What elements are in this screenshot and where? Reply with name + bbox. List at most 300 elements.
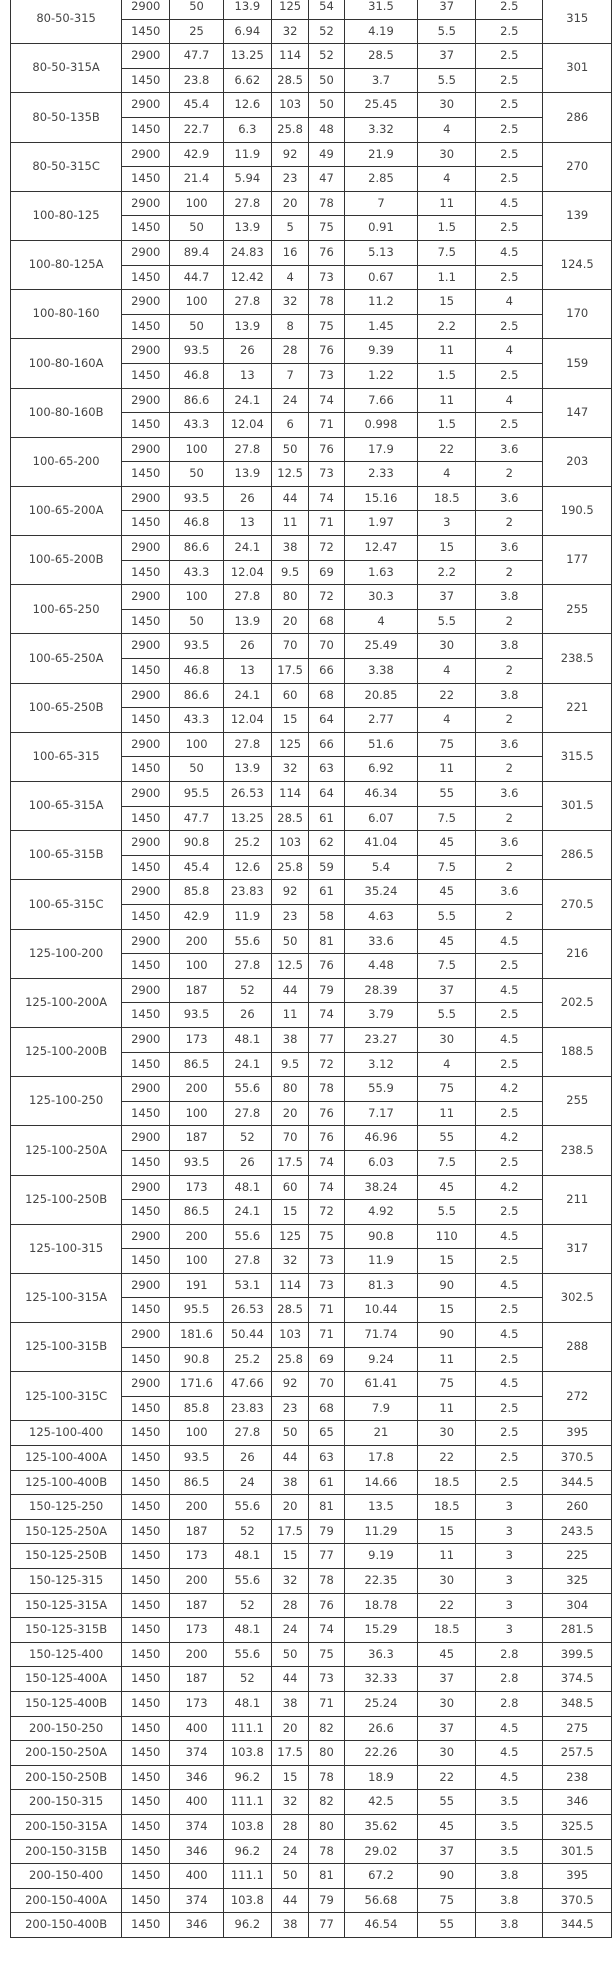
weight-cell: 238 [543,1765,612,1790]
speed-cell: 2900 [122,929,170,954]
motor-power-cell: 45 [418,831,476,856]
shaft-power-cell: 20.85 [344,683,418,708]
speed-cell: 1450 [122,1790,170,1815]
weight-cell: 346 [543,1790,612,1815]
npsh-cell: 2.5 [476,1396,543,1421]
flow-ls-cell: 5.94 [223,167,271,192]
flow-m3h-cell: 400 [170,1716,223,1741]
model-cell: 200-150-315A [11,1814,122,1839]
head-cell: 24 [271,1618,308,1643]
weight-cell: 238.5 [543,1126,612,1175]
weight-cell: 190.5 [543,486,612,535]
weight-cell: 260 [543,1495,612,1520]
head-cell: 23 [271,904,308,929]
npsh-cell: 2.5 [476,1150,543,1175]
table-row [11,1421,612,1446]
npsh-cell: 2 [476,708,543,733]
npsh-cell: 2 [476,904,543,929]
weight-cell: 281.5 [543,1618,612,1643]
head-cell: 20 [271,1101,308,1126]
flow-m3h-cell: 100 [170,585,223,610]
motor-power-cell: 30 [418,93,476,118]
head-cell: 44 [271,1446,308,1471]
npsh-cell: 3.6 [476,486,543,511]
efficiency-cell: 54 [309,0,344,19]
weight-cell: 221 [543,683,612,732]
table-row [11,978,612,1003]
motor-power-cell: 30 [418,1421,476,1446]
model-cell: 200-150-250 [11,1716,122,1741]
efficiency-cell: 61 [309,1470,344,1495]
npsh-cell: 3.8 [476,1864,543,1889]
shaft-power-cell: 17.8 [344,1446,418,1471]
motor-power-cell: 30 [418,1741,476,1766]
shaft-power-cell: 56.68 [344,1888,418,1913]
head-cell: 60 [271,683,308,708]
npsh-cell: 3 [476,1519,543,1544]
speed-cell: 1450 [122,1716,170,1741]
flow-m3h-cell: 93.5 [170,486,223,511]
shaft-power-cell: 0.998 [344,413,418,438]
head-cell: 114 [271,782,308,807]
efficiency-cell: 73 [309,363,344,388]
motor-power-cell: 90 [418,1864,476,1889]
table-row [11,1224,612,1249]
motor-power-cell: 11 [418,339,476,364]
motor-power-cell: 37 [418,1667,476,1692]
efficiency-cell: 82 [309,1790,344,1815]
shaft-power-cell: 55.9 [344,1077,418,1102]
efficiency-cell: 81 [309,929,344,954]
model-cell: 100-65-250 [11,585,122,634]
head-cell: 25.8 [271,117,308,142]
flow-ls-cell: 6.62 [223,68,271,93]
efficiency-cell: 59 [309,855,344,880]
head-cell: 114 [271,1273,308,1298]
shaft-power-cell: 0.67 [344,265,418,290]
speed-cell: 1450 [122,1814,170,1839]
weight-cell: 286 [543,93,612,142]
model-cell: 125-100-400 [11,1421,122,1446]
speed-cell: 1450 [122,904,170,929]
flow-ls-cell: 13 [223,363,271,388]
flow-ls-cell: 50.44 [223,1323,271,1348]
flow-ls-cell: 55.6 [223,1569,271,1594]
flow-m3h-cell: 400 [170,1790,223,1815]
motor-power-cell: 3 [418,511,476,536]
model-cell: 80-50-135B [11,93,122,142]
efficiency-cell: 66 [309,732,344,757]
shaft-power-cell: 14.66 [344,1470,418,1495]
weight-cell: 202.5 [543,978,612,1027]
head-cell: 12.5 [271,462,308,487]
flow-ls-cell: 12.04 [223,708,271,733]
efficiency-cell: 71 [309,1298,344,1323]
efficiency-cell: 77 [309,1027,344,1052]
speed-cell: 1450 [122,1765,170,1790]
npsh-cell: 2.8 [476,1691,543,1716]
efficiency-cell: 78 [309,1077,344,1102]
model-cell: 150-125-315A [11,1593,122,1618]
flow-m3h-cell: 93.5 [170,1446,223,1471]
flow-m3h-cell: 187 [170,1519,223,1544]
npsh-cell: 4.2 [476,1126,543,1151]
head-cell: 16 [271,240,308,265]
weight-cell: 124.5 [543,240,612,289]
npsh-cell: 2.5 [476,1347,543,1372]
motor-power-cell: 5.5 [418,1200,476,1225]
spec-table-body [11,0,612,1937]
motor-power-cell: 7.5 [418,240,476,265]
speed-cell: 1450 [122,1741,170,1766]
head-cell: 50 [271,437,308,462]
efficiency-cell: 74 [309,486,344,511]
shaft-power-cell: 61.41 [344,1372,418,1397]
weight-cell: 286.5 [543,831,612,880]
weight-cell: 243.5 [543,1519,612,1544]
shaft-power-cell: 22.26 [344,1741,418,1766]
npsh-cell: 3.6 [476,536,543,561]
flow-m3h-cell: 100 [170,1249,223,1274]
flow-m3h-cell: 86.5 [170,1470,223,1495]
shaft-power-cell: 3.79 [344,1003,418,1028]
shaft-power-cell: 6.07 [344,806,418,831]
npsh-cell: 3.6 [476,732,543,757]
head-cell: 11 [271,511,308,536]
speed-cell: 1450 [122,1642,170,1667]
flow-m3h-cell: 89.4 [170,240,223,265]
efficiency-cell: 74 [309,1175,344,1200]
flow-m3h-cell: 100 [170,191,223,216]
model-cell: 125-100-315A [11,1273,122,1322]
model-cell: 125-100-200A [11,978,122,1027]
npsh-cell: 4.2 [476,1077,543,1102]
efficiency-cell: 76 [309,1101,344,1126]
npsh-cell: 2.5 [476,0,543,19]
npsh-cell: 4.2 [476,1175,543,1200]
flow-m3h-cell: 50 [170,757,223,782]
model-cell: 150-125-250B [11,1544,122,1569]
npsh-cell: 2 [476,659,543,684]
motor-power-cell: 7.5 [418,806,476,831]
flow-ls-cell: 12.04 [223,560,271,585]
head-cell: 9.5 [271,560,308,585]
table-row [11,1741,612,1766]
motor-power-cell: 30 [418,1027,476,1052]
model-cell: 100-80-125 [11,191,122,240]
speed-cell: 1450 [122,1544,170,1569]
npsh-cell: 3.6 [476,831,543,856]
flow-m3h-cell: 45.4 [170,855,223,880]
motor-power-cell: 2.2 [418,560,476,585]
flow-ls-cell: 26 [223,339,271,364]
head-cell: 28 [271,1593,308,1618]
speed-cell: 1450 [122,560,170,585]
shaft-power-cell: 2.33 [344,462,418,487]
npsh-cell: 3.8 [476,585,543,610]
motor-power-cell: 75 [418,1372,476,1397]
efficiency-cell: 50 [309,68,344,93]
head-cell: 24 [271,388,308,413]
efficiency-cell: 64 [309,708,344,733]
motor-power-cell: 4 [418,708,476,733]
flow-ls-cell: 13.9 [223,462,271,487]
motor-power-cell: 7.5 [418,1150,476,1175]
efficiency-cell: 78 [309,1839,344,1864]
flow-ls-cell: 103.8 [223,1741,271,1766]
model-cell: 200-150-315B [11,1839,122,1864]
head-cell: 114 [271,44,308,69]
shaft-power-cell: 29.02 [344,1839,418,1864]
model-cell: 125-100-315C [11,1372,122,1421]
flow-ls-cell: 23.83 [223,1396,271,1421]
flow-m3h-cell: 374 [170,1888,223,1913]
shaft-power-cell: 1.97 [344,511,418,536]
flow-m3h-cell: 173 [170,1175,223,1200]
speed-cell: 1450 [122,1618,170,1643]
motor-power-cell: 5.5 [418,68,476,93]
speed-cell: 1450 [122,117,170,142]
speed-cell: 2900 [122,978,170,1003]
npsh-cell: 3.5 [476,1790,543,1815]
shaft-power-cell: 6.92 [344,757,418,782]
npsh-cell: 2.5 [476,1101,543,1126]
npsh-cell: 3.5 [476,1839,543,1864]
model-cell: 150-125-250 [11,1495,122,1520]
motor-power-cell: 11 [418,1396,476,1421]
weight-cell: 225 [543,1544,612,1569]
table-row [11,1273,612,1298]
head-cell: 17.5 [271,659,308,684]
model-cell: 80-50-315A [11,44,122,93]
speed-cell: 1450 [122,1839,170,1864]
flow-m3h-cell: 173 [170,1027,223,1052]
head-cell: 28.5 [271,1298,308,1323]
weight-cell: 170 [543,290,612,339]
table-row [11,782,612,807]
flow-ls-cell: 11.9 [223,904,271,929]
shaft-power-cell: 67.2 [344,1864,418,1889]
npsh-cell: 2.5 [476,167,543,192]
flow-m3h-cell: 187 [170,1126,223,1151]
model-cell: 100-65-250B [11,683,122,732]
shaft-power-cell: 22.35 [344,1569,418,1594]
npsh-cell: 2.5 [476,216,543,241]
table-row [11,1175,612,1200]
table-row [11,1077,612,1102]
npsh-cell: 3.8 [476,634,543,659]
speed-cell: 1450 [122,68,170,93]
efficiency-cell: 77 [309,1913,344,1938]
head-cell: 125 [271,732,308,757]
shaft-power-cell: 18.9 [344,1765,418,1790]
speed-cell: 1450 [122,708,170,733]
efficiency-cell: 72 [309,1200,344,1225]
flow-ls-cell: 13.9 [223,0,271,19]
motor-power-cell: 2.2 [418,314,476,339]
motor-power-cell: 7.5 [418,855,476,880]
table-row [11,1864,612,1889]
efficiency-cell: 78 [309,1765,344,1790]
flow-ls-cell: 25.2 [223,831,271,856]
head-cell: 38 [271,1913,308,1938]
flow-m3h-cell: 22.7 [170,117,223,142]
npsh-cell: 3 [476,1569,543,1594]
weight-cell: 370.5 [543,1888,612,1913]
motor-power-cell: 4 [418,462,476,487]
shaft-power-cell: 4.92 [344,1200,418,1225]
flow-m3h-cell: 100 [170,1421,223,1446]
speed-cell: 2900 [122,732,170,757]
shaft-power-cell: 9.19 [344,1544,418,1569]
npsh-cell: 3 [476,1495,543,1520]
motor-power-cell: 37 [418,1839,476,1864]
head-cell: 32 [271,19,308,44]
table-row [11,1888,612,1913]
speed-cell: 2900 [122,683,170,708]
npsh-cell: 2.8 [476,1642,543,1667]
head-cell: 125 [271,0,308,19]
head-cell: 15 [271,1200,308,1225]
head-cell: 15 [271,1765,308,1790]
flow-m3h-cell: 173 [170,1618,223,1643]
flow-ls-cell: 111.1 [223,1716,271,1741]
npsh-cell: 2.5 [476,1249,543,1274]
flow-ls-cell: 27.8 [223,290,271,315]
table-row [11,388,612,413]
npsh-cell: 3.8 [476,683,543,708]
head-cell: 15 [271,708,308,733]
model-cell: 125-100-200B [11,1027,122,1076]
motor-power-cell: 75 [418,732,476,757]
flow-m3h-cell: 50 [170,609,223,634]
head-cell: 38 [271,1691,308,1716]
head-cell: 44 [271,486,308,511]
table-row [11,1470,612,1495]
table-row [11,0,612,19]
table-row [11,634,612,659]
motor-power-cell: 45 [418,1814,476,1839]
shaft-power-cell: 18.78 [344,1593,418,1618]
pump-spec-table [10,0,612,1938]
npsh-cell: 3 [476,1593,543,1618]
motor-power-cell: 55 [418,1913,476,1938]
motor-power-cell: 22 [418,683,476,708]
table-row [11,536,612,561]
shaft-power-cell: 17.9 [344,437,418,462]
motor-power-cell: 18.5 [418,1618,476,1643]
flow-m3h-cell: 187 [170,1667,223,1692]
model-cell: 125-100-400B [11,1470,122,1495]
head-cell: 32 [271,290,308,315]
shaft-power-cell: 1.22 [344,363,418,388]
flow-ls-cell: 12.42 [223,265,271,290]
efficiency-cell: 71 [309,413,344,438]
motor-power-cell: 22 [418,1593,476,1618]
npsh-cell: 2 [476,511,543,536]
head-cell: 32 [271,1569,308,1594]
npsh-cell: 4.5 [476,1323,543,1348]
motor-power-cell: 37 [418,978,476,1003]
shaft-power-cell: 3.12 [344,1052,418,1077]
flow-m3h-cell: 44.7 [170,265,223,290]
speed-cell: 2900 [122,1027,170,1052]
flow-m3h-cell: 191 [170,1273,223,1298]
speed-cell: 1450 [122,1864,170,1889]
motor-power-cell: 4 [418,167,476,192]
shaft-power-cell: 90.8 [344,1224,418,1249]
shaft-power-cell: 71.74 [344,1323,418,1348]
motor-power-cell: 55 [418,1790,476,1815]
flow-m3h-cell: 374 [170,1741,223,1766]
weight-cell: 301.5 [543,782,612,831]
flow-m3h-cell: 86.5 [170,1052,223,1077]
efficiency-cell: 81 [309,1495,344,1520]
speed-cell: 2900 [122,191,170,216]
speed-cell: 1450 [122,954,170,979]
motor-power-cell: 90 [418,1323,476,1348]
weight-cell: 177 [543,536,612,585]
table-row [11,929,612,954]
model-cell: 200-150-400 [11,1864,122,1889]
motor-power-cell: 22 [418,1446,476,1471]
head-cell: 38 [271,1027,308,1052]
motor-power-cell: 5.5 [418,19,476,44]
shaft-power-cell: 4.48 [344,954,418,979]
shaft-power-cell: 1.45 [344,314,418,339]
efficiency-cell: 68 [309,609,344,634]
shaft-power-cell: 21 [344,1421,418,1446]
motor-power-cell: 5.5 [418,904,476,929]
motor-power-cell: 1.5 [418,216,476,241]
head-cell: 17.5 [271,1150,308,1175]
table-row [11,1618,612,1643]
npsh-cell: 4.5 [476,1273,543,1298]
head-cell: 32 [271,757,308,782]
head-cell: 44 [271,978,308,1003]
motor-power-cell: 37 [418,44,476,69]
shaft-power-cell: 4.63 [344,904,418,929]
motor-power-cell: 4 [418,117,476,142]
speed-cell: 2900 [122,1126,170,1151]
speed-cell: 2900 [122,0,170,19]
shaft-power-cell: 6.03 [344,1150,418,1175]
npsh-cell: 2 [476,757,543,782]
table-row [11,437,612,462]
flow-m3h-cell: 95.5 [170,782,223,807]
speed-cell: 1450 [122,1691,170,1716]
flow-ls-cell: 12.04 [223,413,271,438]
head-cell: 50 [271,1864,308,1889]
npsh-cell: 3.5 [476,1814,543,1839]
flow-ls-cell: 27.8 [223,1249,271,1274]
efficiency-cell: 76 [309,240,344,265]
motor-power-cell: 11 [418,1544,476,1569]
head-cell: 60 [271,1175,308,1200]
speed-cell: 2900 [122,1224,170,1249]
flow-m3h-cell: 346 [170,1839,223,1864]
shaft-power-cell: 30.3 [344,585,418,610]
flow-m3h-cell: 90.8 [170,831,223,856]
flow-ls-cell: 55.6 [223,1077,271,1102]
flow-m3h-cell: 93.5 [170,1003,223,1028]
weight-cell: 325.5 [543,1814,612,1839]
npsh-cell: 2.5 [476,44,543,69]
model-cell: 150-125-315B [11,1618,122,1643]
shaft-power-cell: 0.91 [344,216,418,241]
speed-cell: 1450 [122,1249,170,1274]
efficiency-cell: 73 [309,462,344,487]
